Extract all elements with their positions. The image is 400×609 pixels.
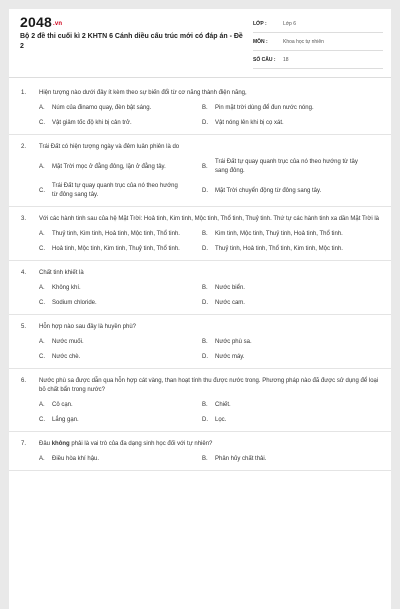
- option-text: Mặt Trời mọc ở đằng đông, lặn ở đằng tây.: [52, 163, 166, 170]
- answer-option[interactable]: [182, 401, 372, 410]
- option-text: Nước biển.: [215, 285, 245, 291]
- option-text: Phân hủy chất thải.: [215, 456, 267, 462]
- answer-option[interactable]: [182, 245, 372, 254]
- option-text: Thuỷ tinh, Kim tinh, Hoả tinh, Mộc tinh, Thổ tinh.: [52, 231, 180, 237]
- question-text: 1. Hiện tượng nào dưới đây ít kèm theo sự biến đổi từ cơ năng thành điện năng,: [21, 90, 247, 96]
- option-letter: A.: [39, 285, 45, 291]
- answer-option[interactable]: [9, 401, 182, 410]
- question-list: [9, 81, 391, 471]
- question-text: 4. Chất tinh khiết là: [21, 270, 84, 276]
- question-text: 3. Với các hành tinh sau của hệ Mặt Trời: Hoả tinh, Kim tinh, Mộc tinh, Thổ tinh, Thuỷ tinh. Thứ tự các hành tinh xa dần Mặt Trời là: [21, 216, 380, 222]
- question-item: [9, 207, 391, 261]
- answer-option[interactable]: [182, 182, 372, 200]
- answer-option[interactable]: [9, 284, 182, 293]
- option-letter: B.: [202, 456, 208, 462]
- meta-row: [253, 15, 383, 33]
- question-item: [9, 135, 391, 207]
- exam-sheet: [9, 9, 391, 609]
- option-text: Pin mặt trời dùng để đun nước nóng.: [215, 105, 314, 111]
- option-letter: A.: [39, 105, 45, 111]
- option-text: Lắng gạn.: [52, 417, 79, 423]
- question-item: [9, 81, 391, 135]
- option-letter: B.: [202, 402, 208, 408]
- meta-value: Khoa học tự nhiên: [283, 38, 324, 45]
- answer-option[interactable]: [9, 182, 182, 200]
- answer-option[interactable]: [182, 353, 372, 362]
- answer-option[interactable]: [182, 104, 372, 113]
- question-text: 5. Hỗn hợp nào sau đây là huyền phù?: [21, 324, 137, 330]
- question-text: 7. Đâu không phải là vai trò của đa dạng sinh học đối với tự nhiên?: [21, 441, 213, 447]
- answer-option[interactable]: [182, 158, 372, 176]
- option-letter: A.: [39, 339, 45, 345]
- answer-option[interactable]: [9, 338, 182, 347]
- question-number: 7.: [21, 441, 27, 447]
- meta-label: SỐ CÂU :: [253, 56, 276, 63]
- question-emphasis: không: [51, 441, 70, 447]
- exam-title: Bộ 2 đề thi cuối kì 2 KHTN 6 Cánh diều cấu trúc mới có đáp án - Đề 2: [20, 33, 243, 50]
- option-text: Trái Đất tự quay quanh trục của nó theo hướng từ tây sang đông.: [215, 159, 358, 174]
- meta-row: [253, 51, 383, 69]
- question-number: 4.: [21, 270, 27, 276]
- answer-option[interactable]: [182, 455, 372, 464]
- option-letter: C.: [39, 120, 45, 126]
- option-text: Lọc.: [215, 417, 227, 423]
- option-text: Sodium chloride.: [52, 300, 97, 306]
- option-text: Hoả tinh, Mộc tinh, Kim tinh, Thuỷ tinh, Thổ tinh.: [52, 246, 180, 252]
- exam-meta: [253, 15, 383, 69]
- option-text: Núm của đinamo quay, đèn bật sáng.: [52, 105, 152, 111]
- option-letter: A.: [39, 163, 45, 170]
- answer-option[interactable]: [9, 119, 182, 128]
- answer-option[interactable]: [182, 338, 372, 347]
- option-text: Nước cam.: [215, 300, 245, 306]
- option-text: Thuỷ tinh, Hoả tinh, Thổ tinh, Kim tinh, Mộc tinh.: [215, 246, 343, 252]
- option-letter: D.: [202, 354, 208, 360]
- option-letter: B.: [202, 105, 208, 111]
- meta-row: [253, 33, 383, 51]
- option-letter: B.: [202, 285, 208, 291]
- option-letter: C.: [39, 417, 45, 423]
- option-letter: D.: [202, 300, 208, 306]
- answer-option[interactable]: [9, 104, 182, 113]
- answer-option[interactable]: [9, 353, 182, 362]
- answer-option[interactable]: [182, 119, 372, 128]
- answer-option[interactable]: [182, 230, 372, 239]
- question-number: 2.: [21, 144, 27, 150]
- meta-label: LỚP :: [253, 20, 267, 27]
- question-item: [9, 369, 391, 432]
- question-item: [9, 261, 391, 315]
- option-letter: D.: [202, 246, 208, 252]
- exam-header: [9, 9, 391, 71]
- option-text: Kim tinh, Mộc tinh, Thuỷ tinh, Hoả tinh, Thổ tinh.: [215, 231, 343, 237]
- question-number: 5.: [21, 324, 27, 330]
- question-item: [9, 315, 391, 369]
- option-letter: C.: [39, 246, 45, 252]
- option-text: Nước máy.: [215, 354, 245, 360]
- option-text: Nước phù sa.: [215, 339, 252, 345]
- option-text: Mặt Trời chuyển động từ đông sang tây.: [215, 187, 322, 194]
- option-letter: A.: [39, 402, 45, 408]
- answer-option[interactable]: [9, 158, 182, 176]
- option-text: Cô cạn.: [52, 402, 73, 408]
- option-text: Vật giảm tốc độ khi bị cản trở.: [52, 120, 132, 126]
- question-text: 2. Trái Đất có hiện tượng ngày và đêm luân phiên là do: [21, 144, 180, 150]
- answer-option[interactable]: [182, 284, 372, 293]
- meta-value: Lớp 6: [283, 20, 297, 27]
- meta-label: MÔN :: [253, 38, 268, 45]
- option-letter: A.: [39, 456, 45, 462]
- option-letter: C.: [39, 354, 45, 360]
- option-letter: D.: [202, 120, 208, 126]
- answer-option[interactable]: [182, 299, 372, 308]
- question-number: 3.: [21, 216, 27, 222]
- answer-option[interactable]: [182, 416, 372, 425]
- answer-option[interactable]: [9, 299, 182, 308]
- option-text: Nước chè.: [52, 354, 81, 360]
- option-letter: B.: [202, 339, 208, 345]
- answer-option[interactable]: [9, 416, 182, 425]
- option-text: Trái Đất tự quay quanh trục của nó theo hướng từ đông sang tây.: [52, 183, 178, 198]
- option-text: Không khí.: [52, 285, 81, 291]
- answer-option[interactable]: [9, 230, 182, 239]
- question-text: 6. Nước phù sa được dẫn qua hỗn hợp cát vàng, than hoạt tính thu được nước trong. Phương pháp nào đã được sử dụng để loại bỏ chất bẩn trong nước?: [21, 378, 379, 393]
- option-letter: D.: [202, 187, 208, 194]
- option-letter: D.: [202, 417, 208, 423]
- site-logo[interactable]: 2048.vn: [20, 14, 63, 30]
- header-divider: [9, 77, 391, 78]
- option-letter: B.: [202, 163, 208, 170]
- meta-value: 18: [283, 56, 289, 63]
- question-number: 6.: [21, 378, 27, 384]
- option-text: Vật nóng lên khi bị cọ xát.: [215, 120, 284, 126]
- option-text: Điều hòa khí hậu.: [52, 456, 100, 462]
- option-letter: C.: [39, 300, 45, 306]
- option-letter: C.: [39, 187, 45, 194]
- option-text: Nước muối.: [52, 339, 84, 345]
- answer-option[interactable]: [9, 455, 182, 464]
- question-number: 1.: [21, 90, 27, 96]
- option-letter: A.: [39, 231, 45, 237]
- question-item: [9, 432, 391, 471]
- option-text: Chiết.: [215, 402, 231, 408]
- option-letter: B.: [202, 231, 208, 237]
- answer-option[interactable]: [9, 245, 182, 254]
